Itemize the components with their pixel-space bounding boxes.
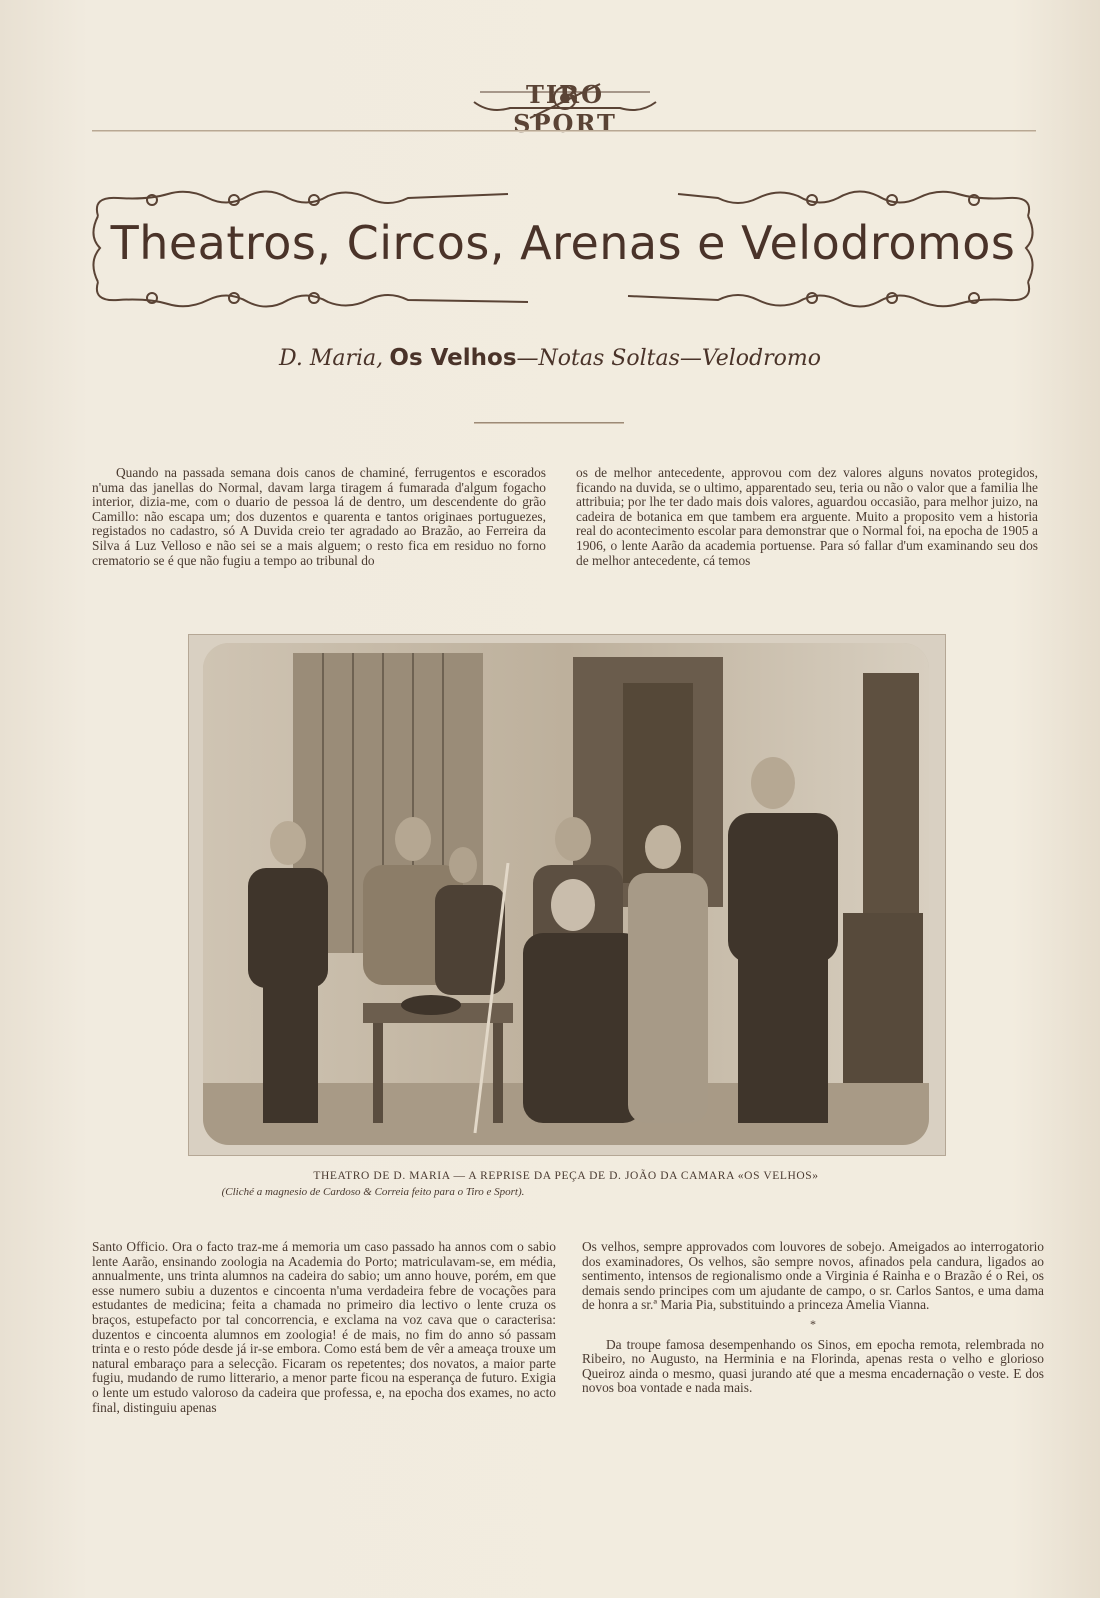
photo-caption: THEATRO DE D. MARIA — A REPRISE DA PEÇA DE D. JOÃO DA CAMARA «OS VELHOS» <box>313 1170 819 1182</box>
paragraph: Os velhos, sempre approvados com louvores de sobejo. Ameigados ao interrogatorio dos examinadores, Os velhos, são sempre novos, afinados pela candura, ligados ao sentimento, intensos de regionalismo onde a Virginia é Rainha e o Brazão é o Rei, os demais sendo principes com um ajudante de campo, o sr. Carlos Santos, e uma dama de honra a sr.ª Maria Pia, substituindo a princeza Amelia Vianna. <box>582 1239 1044 1313</box>
subtitle-part-2: Os Velhos <box>389 345 517 371</box>
paragraph: Da troupe famosa desempenhando os Sinos, em epocha remota, relembrada no Ribeiro, no Augusto, na Herminia e na Florinda, apenas resta o velho e glorioso Queiroz ainda o mesmo, quasi jurando até que a mesma encadernação o veste. E dos novos boa vontade e nada mais. <box>582 1336 1044 1396</box>
article-column-2-bottom <box>582 1240 1044 1396</box>
paragraph: Quando na passada semana dois canos de chaminé, ferrugentos e escorados n'uma das janellas do Normal, davam larga tiragem á fumarada d'algum fogacho interior, dizia-me, com o duario de pessoa lá de dentro, um descendente do grão Camillo: não escapa um; dos duzentos e quarenta e tantos originaes portuguezes, registados no cadastro, só A Duvida creio ter agradado ao Brazão, ao Ferreira da Silva á Luz Velloso e não sei se a mais alguem; o resto fica em residuo no forno crematorio se é que não fugiu a tempo ao tribunal do <box>92 466 546 568</box>
section-banner <box>88 186 1038 312</box>
theatre-photo <box>203 643 929 1145</box>
subtitle-rule <box>474 422 624 424</box>
article-column-2-top <box>576 466 1038 582</box>
paragraph: Santo Officio. Ora o facto traz-me á memoria um caso passado ha annos com o sabio lente Aarão, ensinando zoologia na Academia do Porto; matriculavam-se, em média, annualmente, uns trinta alumnos na cadeira do sabio; um anno houve, porém, em que esse numero subiu a duzentos e cincoenta n'uma verdadeira febre de vocações para estudantes de medicina; feita a chamada no primeiro dia lectivo o lente cruza os braços, estupefacto por tal concorrencia, e exclama na voz cava que o caracterisa: duzentos e cincoenta alumnos em zoologia! é de mais, no fim do anno só passam trinta e o resto póde desde já ir-se embora. Como está bem de vêr a ameaça trouxe um natural embaraço para a selecção. Ficaram os repetentes; dos novatos, a maior parte fugiu, mudando de rumo litterario, a menor parte ficou na esperança de futuro. Exigia o lente um estudo valoroso da cadeira que professa, e, na epocha dos exames, no acto final, distinguiu apenas <box>92 1239 556 1415</box>
section-title: Theatros, Circos, Arenas e Velodromos <box>110 216 1016 270</box>
top-rule <box>92 130 1036 132</box>
masthead-text: TIRO SPORT <box>513 80 617 138</box>
section-separator: * <box>810 1316 816 1331</box>
article-subtitle <box>0 344 1100 372</box>
subtitle-part-1: D. Maria, <box>278 346 384 371</box>
subtitle-part-3: —Notas Soltas—Velodromo <box>516 346 821 371</box>
stage-scene-illustration <box>203 643 929 1145</box>
theatre-photo-frame <box>188 634 946 1156</box>
paragraph: os de melhor antecedente, approvou com dez valores alguns novatos protegidos, ficando na duvida, se o ultimo, apparentado seu, teria ou não o valor que a familia lhe attribuia; por lhe ter dado mais dois valores, aguardou occasião, para melhor juizo, na cadeira de botanica em que tambem era arguente. Muito a proposito vem a historia real do acontecimento escolar para demonstrar que o Normal foi, na epocha de 1905 a 1906, o lente Aarão da academia portuense. Para só fallar d'um examinando seu dos de melhor antecedente, cá temos <box>576 466 1038 568</box>
photo-credit: (Cliché a magnesio de Cardoso & Correia feito para o Tiro e Sport). <box>221 1186 525 1198</box>
article-column-1-bottom <box>92 1240 556 1415</box>
article-column-1-top <box>92 466 546 582</box>
masthead-logo <box>470 74 660 138</box>
